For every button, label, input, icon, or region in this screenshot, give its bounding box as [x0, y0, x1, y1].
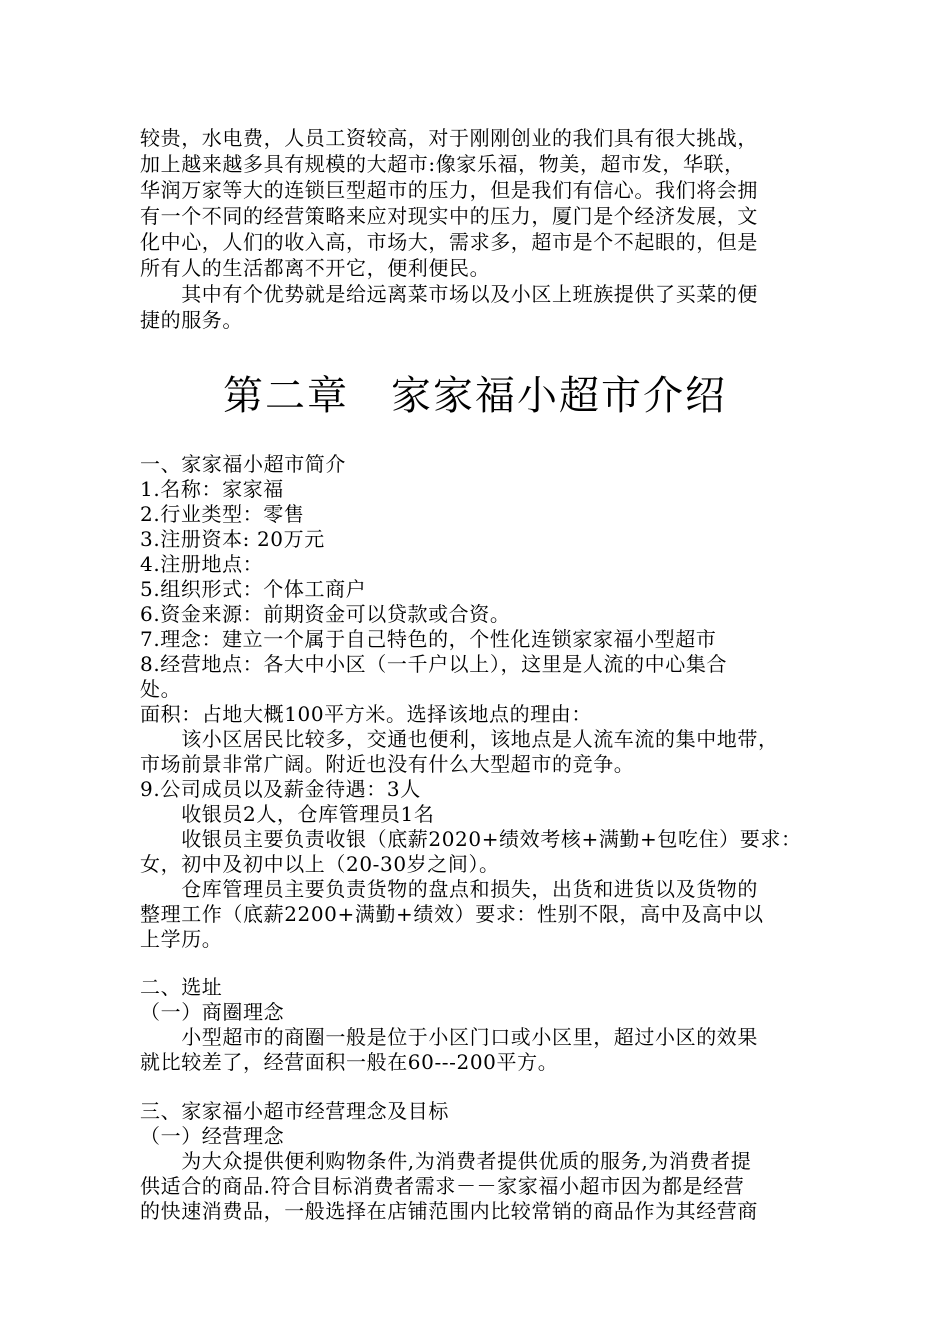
subsection-heading: （一）商圈理念 — [140, 1000, 285, 1024]
info-line: 市场前景非常广阔。附近也没有什么大型超市的竞争。 — [140, 752, 635, 776]
body-line: 的快速消费品，一般选择在店铺范围内比较常销的商品作为其经营商 — [140, 1199, 758, 1223]
info-line: 7.理念：建立一个属于自己特色的，个性化连锁家家福小型超市 — [140, 627, 717, 651]
info-line: 6.资金来源：前期资金可以贷款或合资。 — [140, 602, 511, 626]
section-heading: 一、家家福小超市简介 — [140, 452, 346, 476]
intro-line: 所有人的生活都离不开它，便利便民。 — [140, 256, 491, 280]
intro-line: 其中有个优势就是给远离菜市场以及小区上班族提供了买菜的便 — [140, 282, 758, 306]
body-line: 小型超市的商圈一般是位于小区门口或小区里，超过小区的效果 — [140, 1025, 758, 1049]
intro-line: 较贵，水电费，人员工资较高，对于刚刚创业的我们具有很大挑战， — [140, 126, 758, 150]
intro-line: 加上越来越多具有规模的大超市:像家乐福，物美，超市发，华联， — [140, 152, 745, 176]
info-line: 该小区居民比较多，交通也便利，该地点是人流车流的集中地带， — [140, 727, 779, 751]
info-line: 2.行业类型：零售 — [140, 502, 305, 526]
info-line: 1.名称：家家福 — [140, 477, 284, 501]
intro-line: 有一个不同的经营策略来应对现实中的压力，厦门是个经济发展，文 — [140, 204, 758, 228]
info-line: 仓库管理员主要负责货物的盘点和损失，出货和进货以及货物的 — [140, 877, 758, 901]
info-line: 4.注册地点： — [140, 552, 264, 576]
info-line: 处。 — [140, 677, 182, 701]
info-line: 5.组织形式：个体工商户 — [140, 577, 367, 601]
info-line: 收银员2人，仓库管理员1名 — [140, 802, 435, 826]
info-line: 收银员主要负责收银（底薪2020+绩效考核+满勤+包吃住）要求： — [140, 827, 802, 851]
body-line: 供适合的商品.符合目标消费者需求－－家家福小超市因为都是经营 — [140, 1174, 745, 1198]
intro-line: 捷的服务。 — [140, 308, 243, 332]
info-line: 8.经营地点：各大中小区（一千户以上），这里是人流的中心集合 — [140, 652, 728, 676]
section-heading: 二、选址 — [140, 975, 223, 999]
intro-line: 化中心，人们的收入高，市场大，需求多，超市是个不起眼的，但是 — [140, 230, 758, 254]
info-line: 3.注册资本: 20万元 — [140, 527, 325, 551]
info-line: 整理工作（底薪2200+满勤+绩效）要求：性别不限，高中及高中以 — [140, 902, 764, 926]
info-line: 女，初中及初中以上（20-30岁之间）。 — [140, 852, 500, 876]
chapter-title: 第二章 家家福小超市介绍 — [223, 373, 727, 419]
subsection-heading: （一）经营理念 — [140, 1124, 285, 1148]
info-line: 上学历。 — [140, 927, 223, 951]
section-heading: 三、家家福小超市经营理念及目标 — [140, 1099, 449, 1123]
info-line: 面积：占地大概100平方米。选择该地点的理由： — [140, 702, 592, 726]
info-line: 9.公司成员以及薪金待遇：3人 — [140, 777, 421, 801]
body-line: 就比较差了，经营面积一般在60---200平方。 — [140, 1050, 559, 1074]
body-line: 为大众提供便利购物条件,为消费者提供优质的服务,为消费者提 — [140, 1149, 752, 1173]
intro-line: 华润万家等大的连锁巨型超市的压力，但是我们有信心。我们将会拥 — [140, 178, 758, 202]
